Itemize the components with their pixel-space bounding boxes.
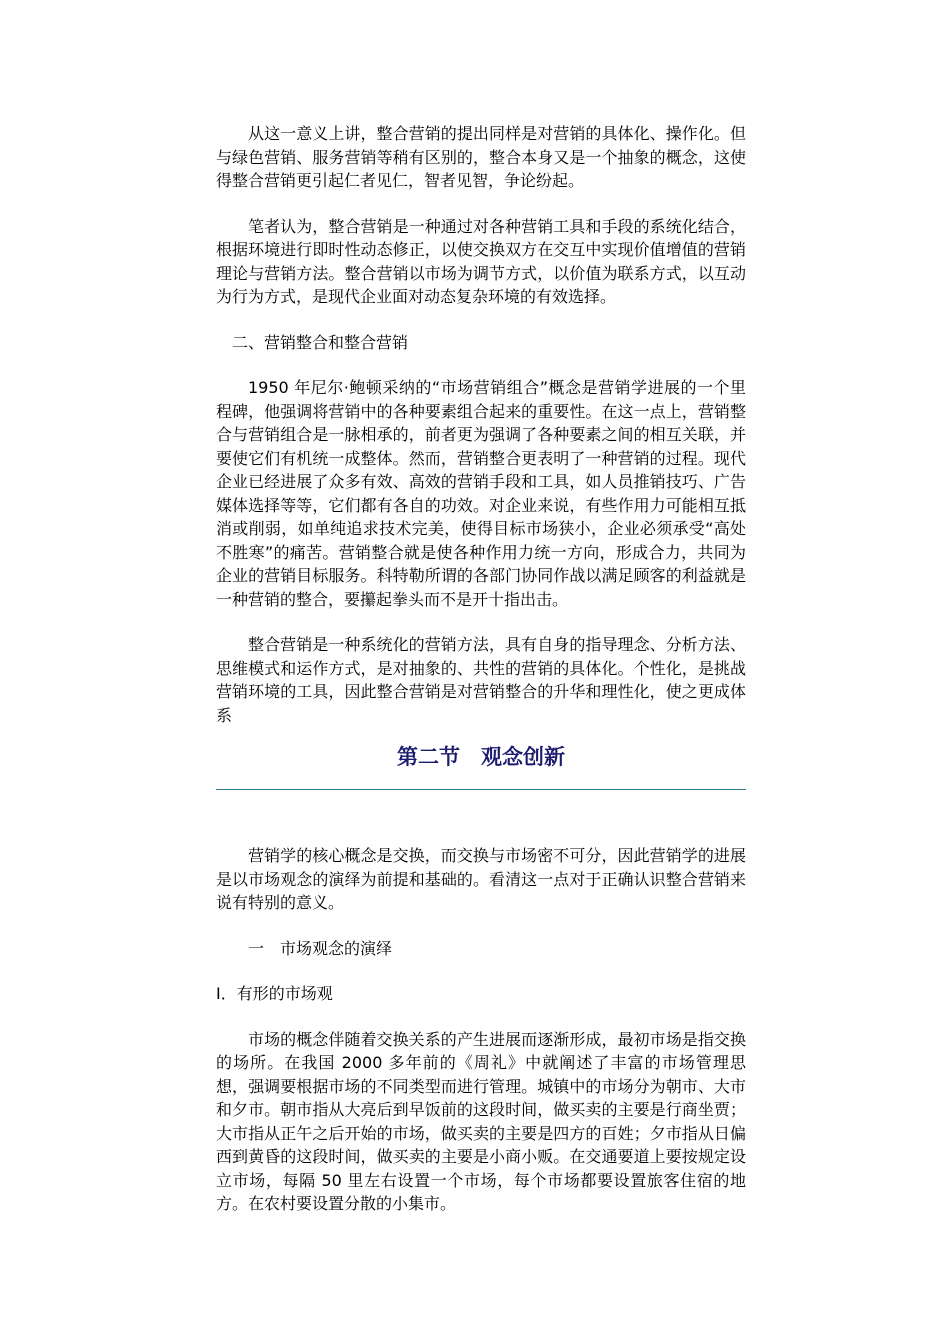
body-paragraph: 市场的概念伴随着交换关系的产生进展而逐渐形成，最初市场是指交换的场所。在我国 2000 多年前的《周礼》中就阐述了丰富的市场管理思想，强调要根据市场的不同类型而进行管理。城镇中的市场分为朝市、大市和夕市。朝市指从大亮后到早饭前的这段时间，做买卖的主要是行商坐贾；大市指从正午之后开始的市场，做买卖的主要是四方的百姓；夕市指从日偏西到黄昏的这段时间，做买卖的主要是小商小贩。在交通要道上要按规定设立市场，每隔 50 里左右设置一个市场，每个市场都要设置旅客住宿的地方。在农村要设置分散的小集市。: [216, 1029, 746, 1213]
body-paragraph: 1950 年尼尔·鲍顿采纳的“市场营销组合”概念是营销学进展的一个里程碑，他强调将营销中的各种要素组合起来的重要性。在这一点上，营销整合与营销组合是一脉相承的，前者更为强调了各种要素之间的相互关联，并要使它们有机统一成整体。然而，营销整合更表明了一种营销的过程。现代企业已经进展了众多有效、高效的营销手段和工具，如人员推销技巧、广告媒体选择等等，它们都有各自的功效。对企业来说，有些作用力可能相互抵消或削弱，如单纯追求技术完美，使得目标市场狭小，企业必须承受“高处不胜寒”的痛苦。营销整合就是使各种作用力统一方向，形成合力，共同为企业的营销目标服务。科特勒所谓的各部门协同作战以满足顾客的利益就是一种营销的整合，要攥起拳头而不是开十指出击。: [216, 378, 746, 609]
body-paragraph: 整合营销是一种系统化的营销方法，具有自身的指导理念、分析方法、思维模式和运作方式，是对抽象的、共性的营销的具体化。个性化，是挑战营销环境的工具，因此整合营销是对营销整合的升华和理性化，使之更成体系: [216, 635, 746, 725]
subheading-market-concept: 一 市场观念的演绎: [248, 938, 393, 958]
subheading-marketing-integration: 二、营销整合和整合营销: [232, 332, 409, 352]
subheading-tangible-market: I．有形的市场观: [216, 984, 333, 1003]
section-title: 第二节 观念创新: [397, 745, 565, 769]
body-paragraph: 从这一意义上讲，整合营销的提出同样是对营销的具体化、操作化。但与绿色营销、服务营销等稍有区别的，整合本身又是一个抽象的概念，这使得整合营销更引起仁者见仁，智者见智，争论纷起。: [216, 124, 746, 190]
body-paragraph: 营销学的核心概念是交换，而交换与市场密不可分，因此营销学的进展是以市场观念的演绎为前提和基础的。看清这一点对于正确认识整合营销来说有特别的意义。: [216, 846, 746, 912]
spacer: [216, 790, 746, 844]
body-paragraph: 笔者认为，整合营销是一种通过对各种营销工具和手段的系统化结合，根据环境进行即时性动态修正，以使交换双方在交互中实现价值增值的营销理论与营销方法。整合营销以市场为调节方式，以价值为联系方式，以互动为行为方式，是现代企业面对动态复杂环境的有效选择。: [216, 216, 746, 306]
page-content: [216, 122, 746, 1216]
